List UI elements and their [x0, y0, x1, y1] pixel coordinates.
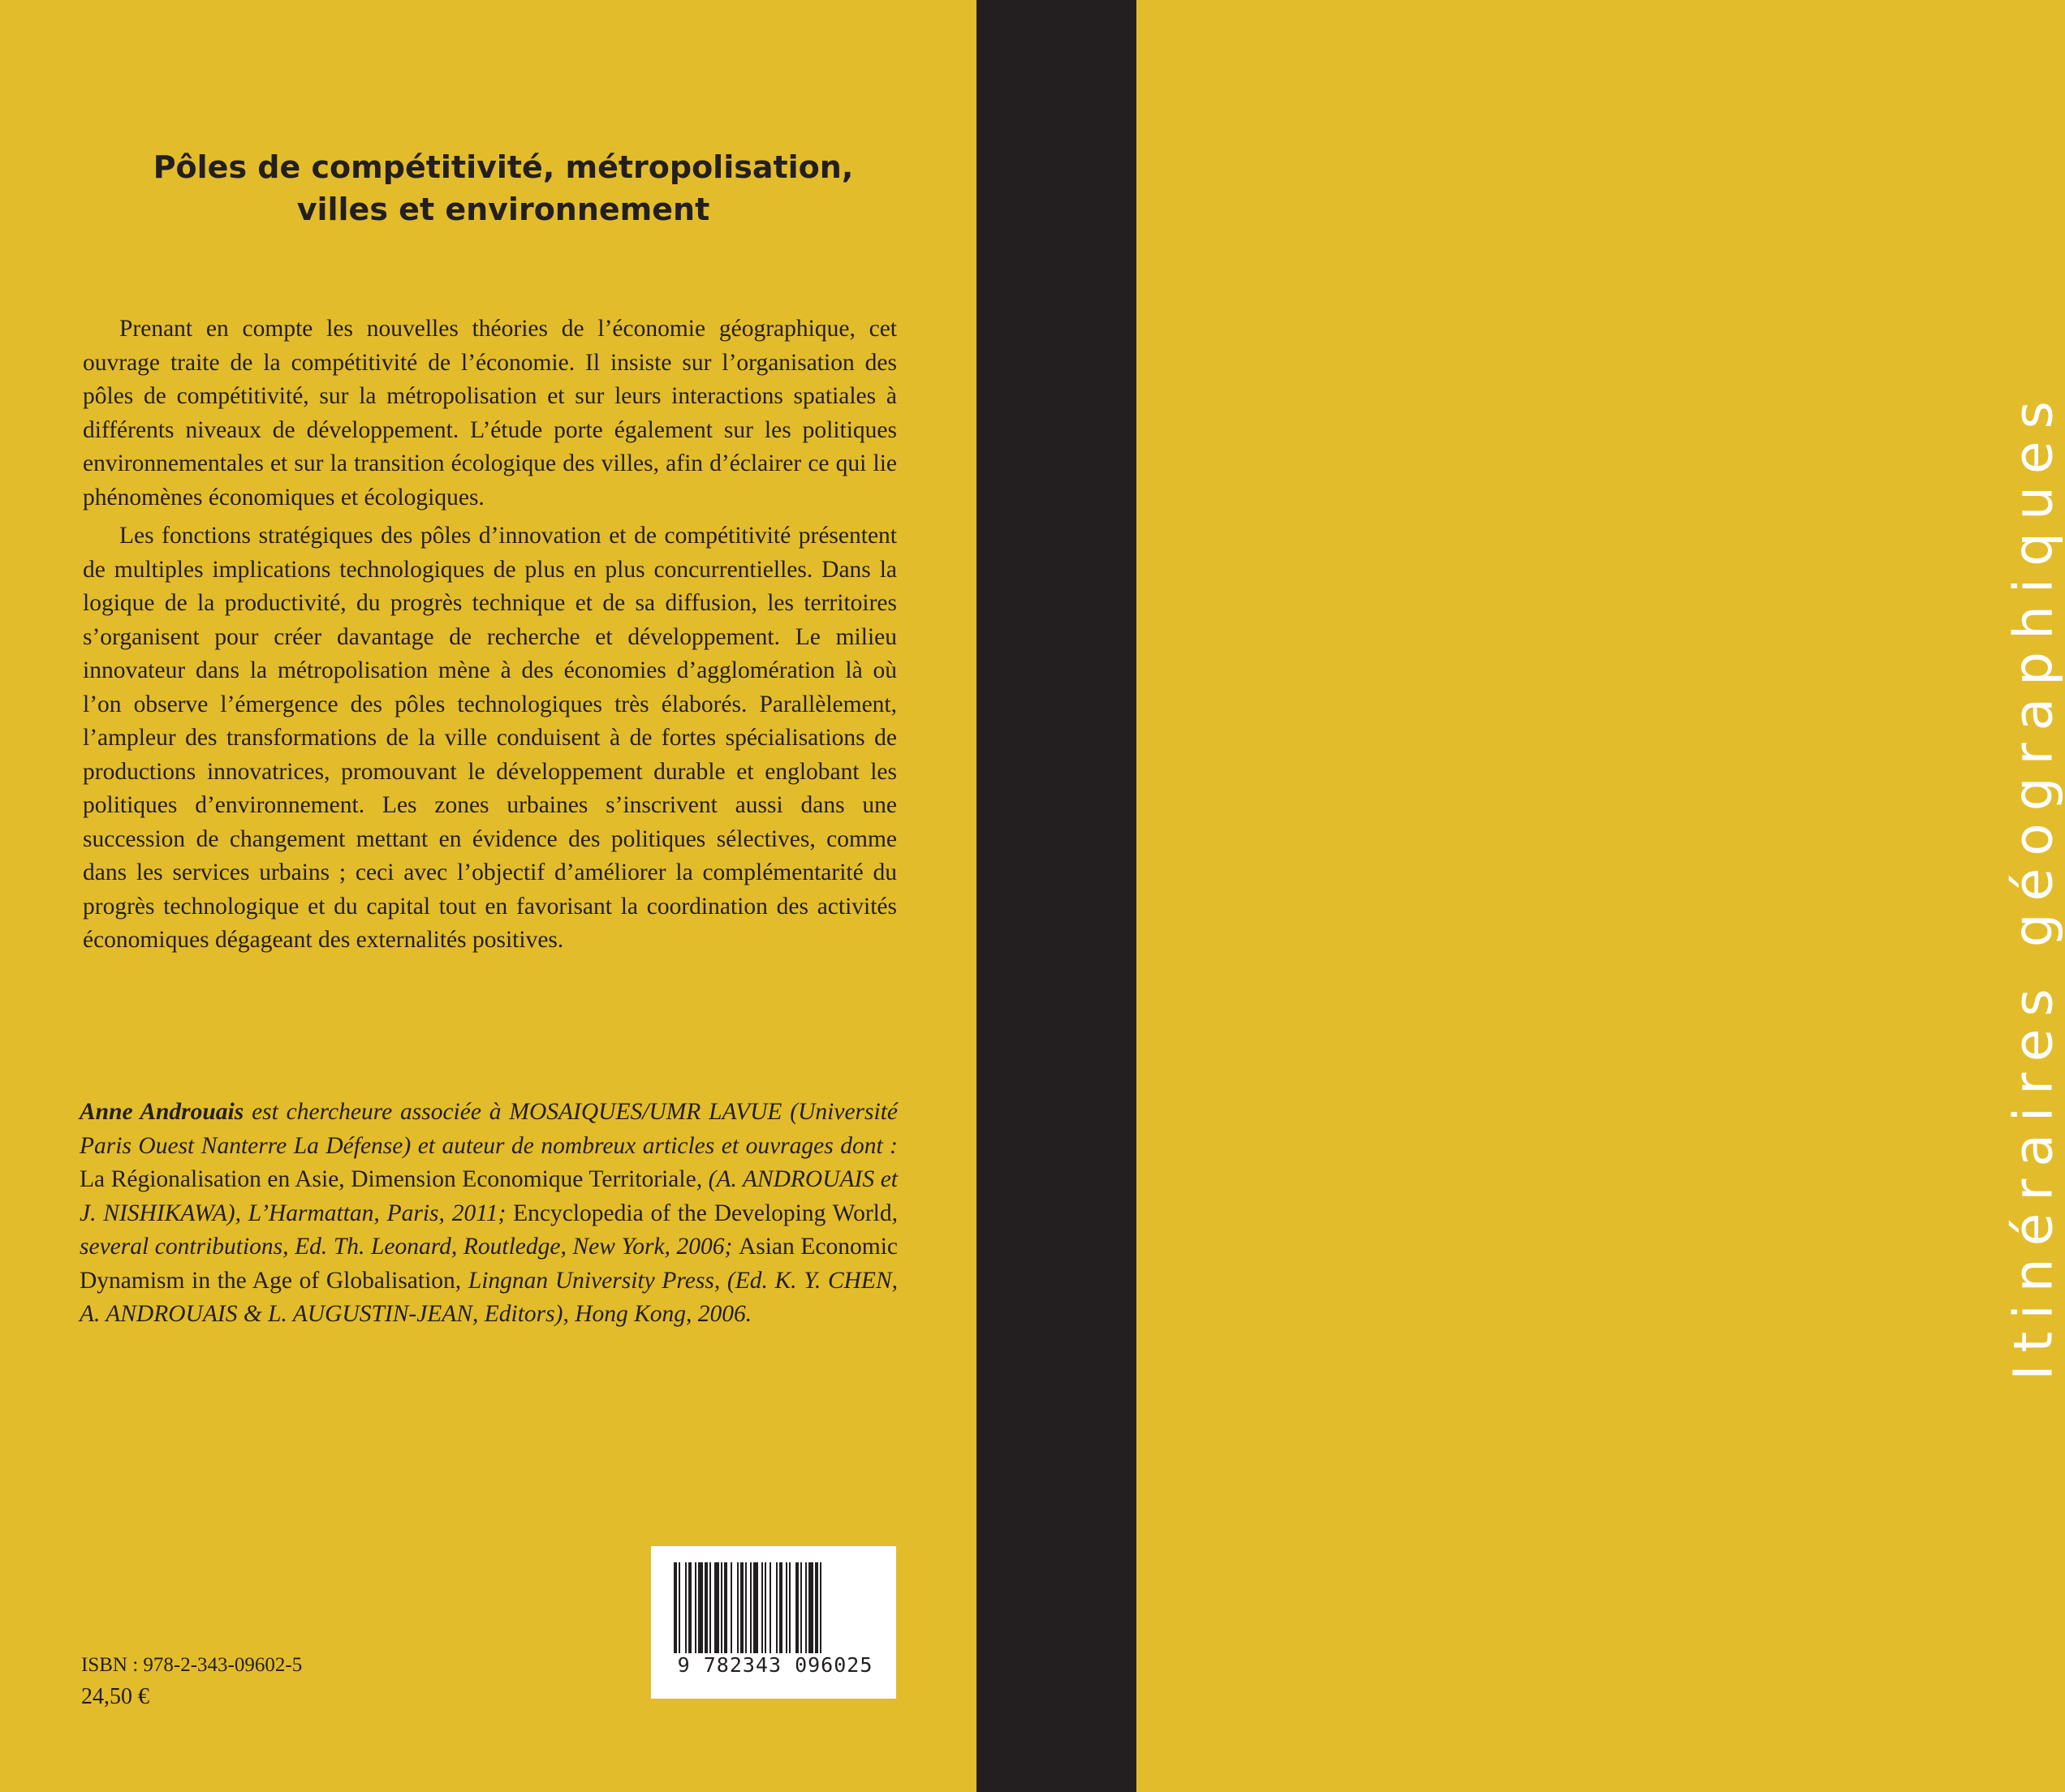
barcode-bar: [714, 1562, 719, 1653]
barcode-bar: [721, 1562, 722, 1653]
barcode-bar: [724, 1562, 727, 1653]
barcode-bar: [786, 1562, 787, 1653]
barcode-bar: [737, 1562, 739, 1653]
barcode-bar: [815, 1562, 818, 1653]
blurb-paragraph-2: Les fonctions stratégiques des pôles d’innovation et de compétitivité présentent de multiples implications technologiques de plus en plus concurrentielles. Dans la logique de la productivité, du progrès technique et de sa diffusion, les territoires s’organisent pour créer davantage de recherche et développement. Le milieu innovateur dans la métropolisation mène à des économies d’agglomération là où l’on observe l’émergence des pôles technologiques très élaborés. Parallèlement, l’ampleur des transformations de la ville conduisent à de fortes spécialisations de productions innovatrices, promouvant le développement durable et englobant les politiques d’environnement. Les zones urbaines s’inscrivent aussi dans une succession de changement mettant en évidence des politiques sélectives, comme dans les services urbains ; ceci avec l’objectif d’améliorer la complémentarité du progrès technologique et du capital tout en favorisant la coordination des activités économiques dégageant des externalités positives.: [83, 523, 897, 953]
barcode-bar: [820, 1562, 821, 1653]
barcode-bar: [740, 1562, 744, 1653]
barcode-bar: [731, 1562, 732, 1653]
barcode-bar: [770, 1562, 771, 1653]
barcode-bar: [705, 1562, 708, 1653]
book-title-line-2: villes et environnement: [296, 192, 710, 227]
isbn: ISBN : 978-2-343-09602-5: [81, 1654, 303, 1676]
barcode-bar: [808, 1562, 813, 1653]
barcode-bar: [795, 1562, 799, 1653]
barcode-bar: [709, 1562, 711, 1653]
barcode-bar: [753, 1562, 758, 1653]
book-title-line-1: Pôles de compétitivité, métropolisation,: [153, 149, 854, 185]
work-3-title: Asian Economic Dynamism in the Age of Globalisation: [80, 1234, 898, 1294]
barcode-bar: [789, 1562, 791, 1653]
series-spine: [976, 0, 2065, 1792]
barcode-bar: [679, 1562, 680, 1653]
barcode: [651, 1546, 896, 1699]
price: 24,50 €: [81, 1684, 149, 1709]
barcode-bars: [674, 1562, 873, 1653]
barcode-bar: [776, 1562, 778, 1653]
barcode-bar: [750, 1562, 752, 1653]
barcode-bar: [805, 1562, 807, 1653]
barcode-digits: 9 782343 096025: [677, 1653, 873, 1677]
barcode-bar: [685, 1562, 687, 1653]
work-2-details: , several contributions, Ed. Th. Leonard, Routledge, New York, 2006;: [80, 1200, 898, 1260]
barcode-bar: [745, 1562, 747, 1653]
author-bio-intro: est chercheure associée à MOSAIQUES/UMR LAVUE (Université Paris Ouest Nanterre La Défense) et auteur de nombreux articles et ouvrages dont :: [80, 1099, 898, 1159]
barcode-bar: [698, 1562, 703, 1653]
book-title: [97, 146, 909, 230]
barcode-bar: [765, 1562, 766, 1653]
barcode-bar: [688, 1562, 692, 1653]
barcode-bar: [695, 1562, 696, 1653]
barcode-bar: [674, 1562, 677, 1653]
author-name: Anne Androuais: [80, 1099, 244, 1125]
barcode-bar: [800, 1562, 802, 1653]
barcode-bar: [779, 1562, 782, 1653]
work-1-details: , (A. ANDROUAIS et J. NISHIKAWA), L’Harmattan, Paris, 2011;: [80, 1166, 898, 1226]
book-blurb: [83, 312, 897, 963]
barcode-bar: [761, 1562, 763, 1653]
work-3-details: , Lingnan University Press, (Ed. K. Y. CHEN, A. ANDROUAIS & L. AUGUSTIN-JEAN, Editors), Hong Kong, 2006.: [80, 1267, 898, 1327]
blurb-paragraph-1: Prenant en compte les nouvelles théories de l’économie géographique, cet ouvrage traite de la compétitivité de l’économie. Il insiste sur l’organisation des pôles de compétitivité, sur la métropolisation et sur leurs interactions spatiales à différents niveaux de développement. L’étude porte également sur les politiques environnementales et sur la transition écologique des villes, afin d’éclairer ce qui lie phénomènes économiques et écologiques.: [83, 316, 897, 510]
work-1-title: La Régionalisation en Asie, Dimension Economique Territoriale: [80, 1166, 696, 1192]
work-2-title: Encyclopedia of the Developing World: [513, 1200, 892, 1226]
author-bio: [80, 1096, 898, 1332]
series-title: Itinéraires géographiques: [2002, 389, 2065, 1381]
